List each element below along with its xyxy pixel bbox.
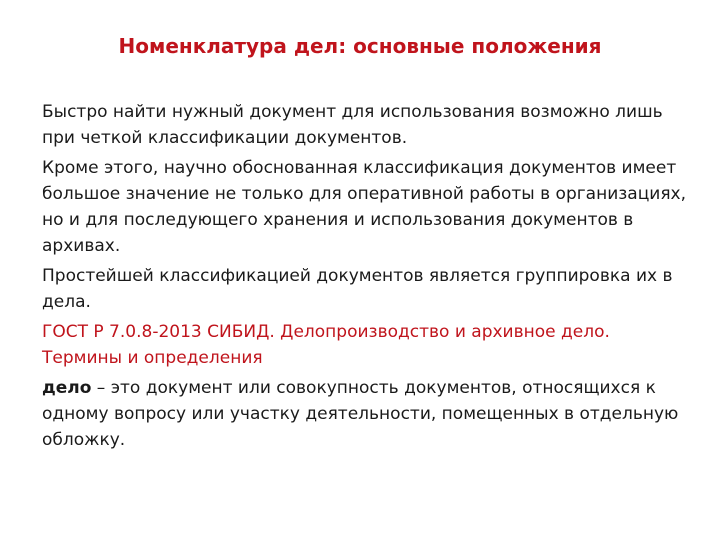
paragraph-importance: Кроме этого, научно обоснованная классификация документов имеет большое значение не только для оперативной работы в организациях, но и для последующего хранения и использования документов в архивах. — [42, 158, 687, 256]
definition-term: дело — [42, 378, 92, 398]
slide-body — [42, 99, 692, 457]
definition-text: – это документ или совокупность документов, относящихся к одному вопросу или участку деятельности, помещенных в отдельную обложку. — [42, 378, 679, 450]
paragraph-classification: Быстро найти нужный документ для использования возможно лишь при четкой классификации документов. — [42, 102, 663, 148]
paragraph-grouping: Простейшей классификацией документов является группировка их в дела. — [42, 266, 673, 312]
slide-title: Номенклатура дел: основные положения — [118, 34, 602, 58]
paragraph-standard-reference: ГОСТ Р 7.0.8-2013 СИБИД. Делопроизводство и архивное дело. Термины и определения — [42, 322, 610, 368]
paragraph-definition — [42, 375, 692, 453]
